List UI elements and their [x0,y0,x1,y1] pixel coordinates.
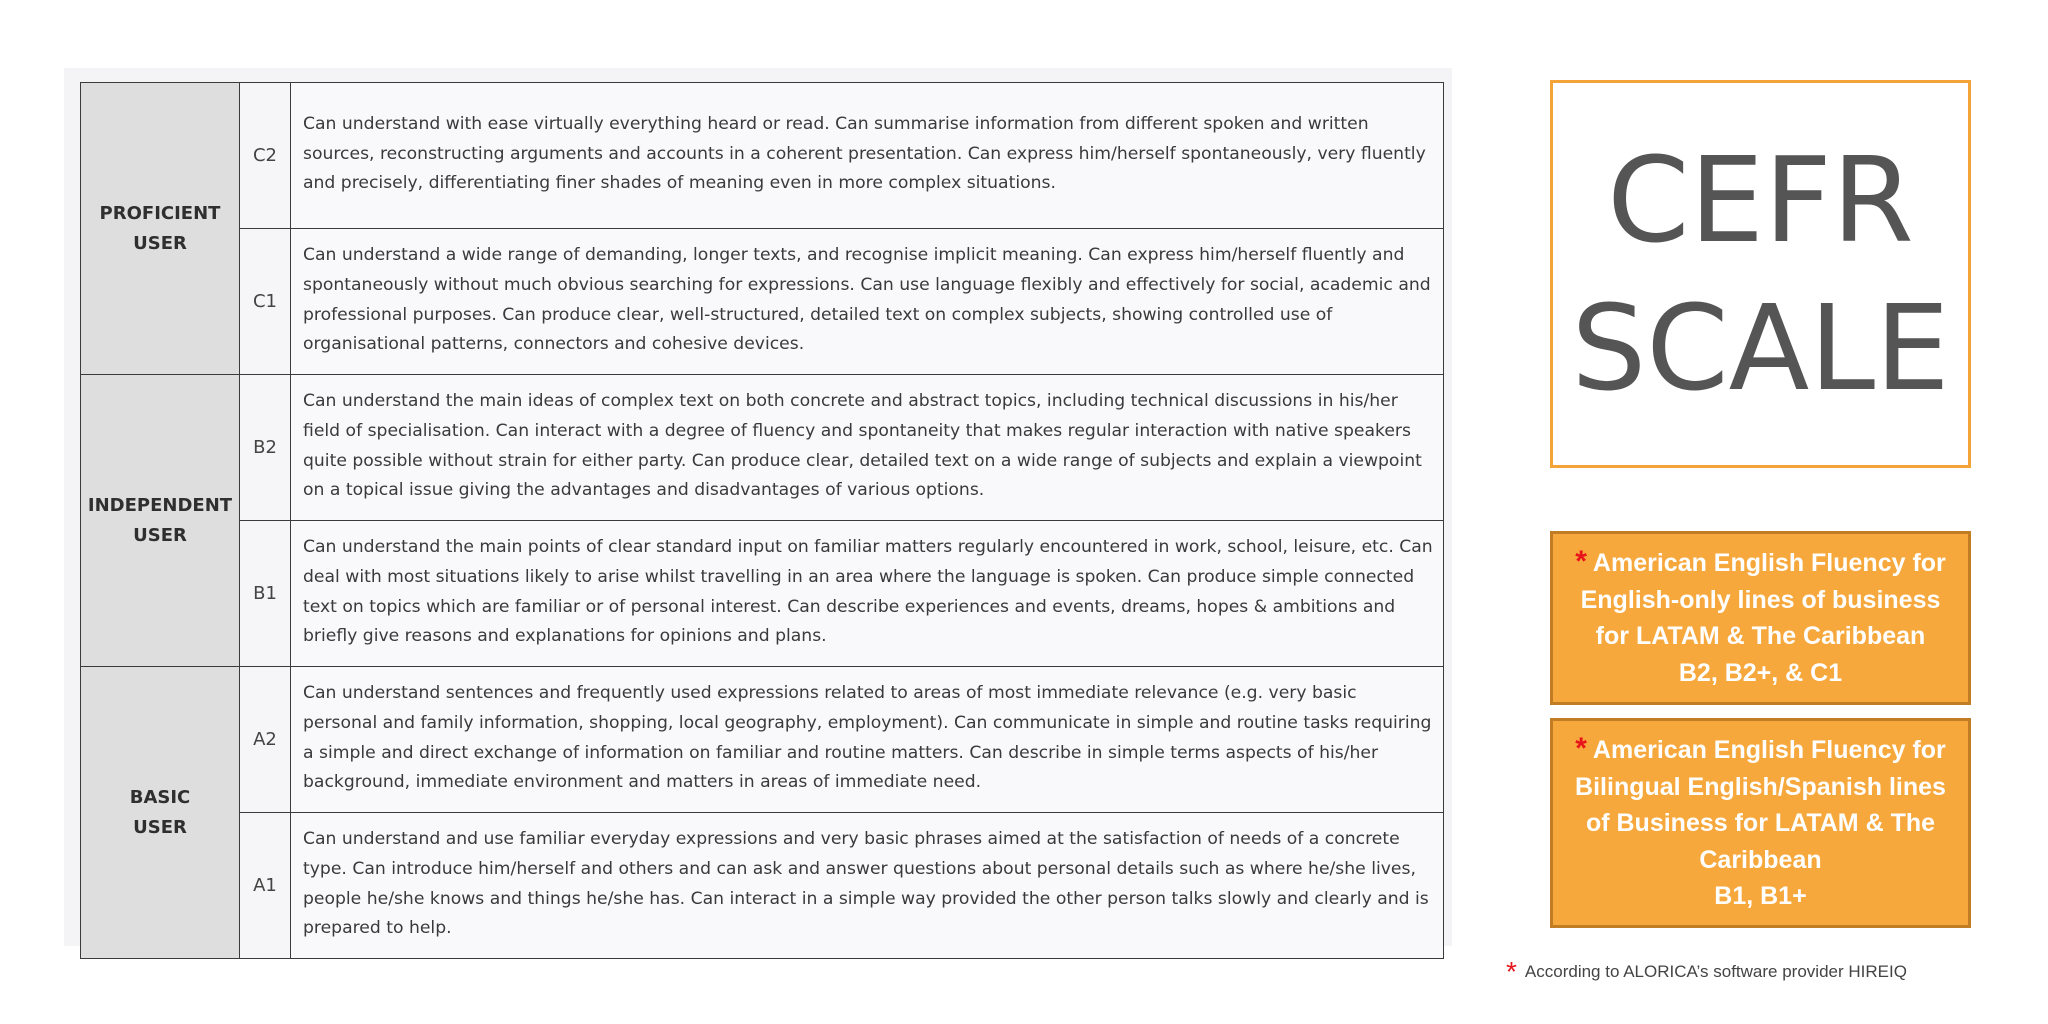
level-description-a2: Can understand sentences and frequently used expressions related to areas of most immediate relevance (e.g. very basic personal and family information, shopping, local geography, employment). Can communicate in simple and routine tasks requiring a simple and direct exchange of information on familiar and routine matters. Can describe in simple terms aspects of his/her background, immediate environment and matters in areas of immediate need. [291,667,1444,813]
note-line: of Business for LATAM & The [1585,809,1936,837]
level-description-b2: Can understand the main ideas of complex text on both concrete and abstract topics, including technical discussions in his/her field of specialisation. Can interact with a degree of fluency and spontaneity that makes regular interaction with native speakers quite possible without strain for either party. Can produce clear, detailed text on a wide range of subjects and explain a viewpoint on a topical issue giving the advantages and disadvantages of various options. [291,375,1444,521]
group-label-line2: USER [133,232,187,254]
level-description-a1: Can understand and use familiar everyday expressions and very basic phrases aimed at the satisfaction of needs of a concrete type. Can introduce him/herself and others and can ask and answer questions about personal details such as where he/she lives, people he/she knows and things he/she has. Can interact in a simple way provided the other person talks slowly and clearly and is prepared to help. [291,813,1444,959]
note-levels: B2, B2+, & C1 [1678,658,1843,687]
asterisk-icon: * [1575,545,1587,578]
level-code-a2: A2 [240,667,291,813]
note-line: Bilingual English/Spanish lines [1575,772,1946,801]
footnote-text: According to ALORICA’s software provider HIREIQ [1524,962,1907,981]
level-code-a1: A1 [240,813,291,959]
group-basic-user [81,667,240,959]
level-description-c1: Can understand a wide range of demanding, longer texts, and recognise implicit meaning. Can express him/herself fluently and spontaneously without much obvious searching for expressions. Can use language flexibly and effectively for social, academic and professional purposes. Can produce clear, well-structured, detailed text on complex subjects, showing controlled use of organisational patterns, connectors and cohesive devices. [291,229,1444,375]
table-row [81,521,1444,667]
note-text: American English Fluency for [1592,549,1946,577]
level-code-b1: B1 [240,521,291,667]
group-independent-user [81,375,240,667]
group-label-line1: PROFICIENT [99,202,221,224]
note-bilingual-box [1550,718,1971,928]
level-code-c1: C1 [240,229,291,375]
note-line: English-only lines of business [1580,585,1941,614]
level-code-b2: B2 [240,375,291,521]
table-row [81,375,1444,521]
group-proficient-user [81,83,240,375]
table-row [81,229,1444,375]
level-description-c2: Can understand with ease virtually everything heard or read. Can summarise information from different spoken and written sources, reconstructing arguments and accounts in a coherent presentation. Can express him/herself spontaneously, very fluently and precisely, differentiating finer shades of meaning even in more complex situations. [291,83,1444,229]
note-line [1559,731,1962,769]
group-label-line1: INDEPENDENT [87,494,233,516]
table-row [81,667,1444,813]
note-line: Caribbean [1699,845,1822,874]
group-label-line2: USER [133,524,187,546]
level-code-c2: C2 [240,83,291,229]
asterisk-icon: * [1506,956,1517,987]
note-text: American English Fluency for [1592,736,1946,764]
title-line1: CEFR [1607,131,1914,269]
note-line [1559,544,1962,582]
asterisk-icon: * [1575,732,1587,765]
note-english-only-box [1550,531,1971,705]
cefr-scale-title-box [1550,80,1971,468]
level-description-b1: Can understand the main points of clear standard input on familiar matters regularly encountered in work, school, leisure, etc. Can deal with most situations likely to arise whilst travelling in an area where the language is spoken. Can produce simple connected text on topics which are familiar or of personal interest. Can describe experiences and events, dreams, hopes & ambitions and briefly give reasons and explanations for opinions and plans. [291,521,1444,667]
table-row [81,83,1444,229]
note-levels: B1, B1+ [1714,882,1807,910]
group-label-line1: BASIC [129,786,191,808]
footnote [1506,956,1907,988]
title-line2: SCALE [1571,279,1950,417]
group-label-line2: USER [133,816,187,838]
cefr-levels-table [80,82,1444,959]
table-row [81,813,1444,959]
note-line: for LATAM & The Caribbean [1595,622,1926,650]
